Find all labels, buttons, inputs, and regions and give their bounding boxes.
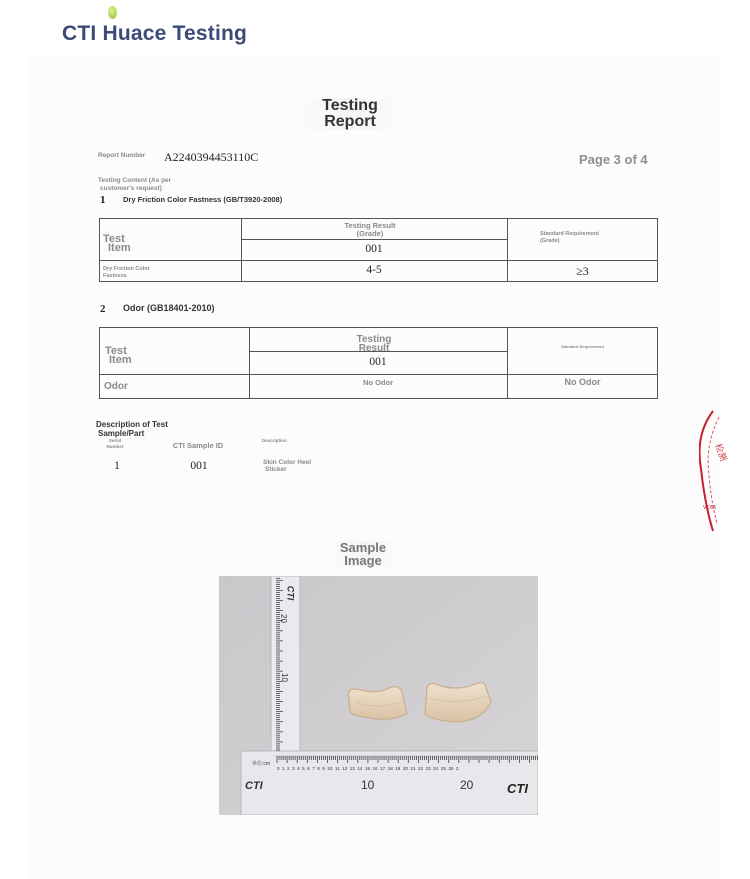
description-title-line2: Sample/Part [98, 429, 145, 438]
section1-result-header [310, 222, 430, 238]
logo-icon [108, 6, 117, 19]
section1-test-item-line2: Item [108, 242, 131, 254]
description-value-line1: Skin Color Heel [263, 459, 312, 466]
section1-standard-header-line2: (Grade) [540, 238, 560, 244]
ruler-small-numbers: 0 1 2 3 4 5 6 7 8 9 10 11 12 13 14 15 16 17 18 19 20 21 22 23 24 25 26 2 [277, 766, 459, 771]
table-divider [99, 260, 658, 261]
cti-sample-id-header: CTI Sample ID [172, 441, 224, 450]
serial-number-header-line2: Number [106, 444, 124, 449]
page-number: Page 3 of 4 [579, 152, 648, 167]
table-divider [507, 327, 508, 399]
section2-sample-id: 001 [369, 356, 387, 368]
brand-name: CTI Huace Testing [62, 22, 248, 45]
section2-title: Odor (GB18401-2010) [123, 303, 215, 313]
section1-row-item-line2: Fastness [103, 273, 127, 279]
section1-number: 1 [100, 194, 106, 206]
section2-row-item: Odor [104, 381, 128, 392]
section1-sample-id: 001 [365, 243, 383, 255]
table-divider [99, 374, 658, 375]
table-divider [241, 239, 508, 240]
ruler-vertical-label-10: 10 [279, 673, 289, 682]
description-header: Description [262, 438, 287, 443]
section2-number: 2 [100, 303, 106, 315]
report-title-line1: Testing [322, 97, 378, 114]
serial-number-header-line1: Serial [108, 438, 122, 443]
testing-content-label-line1: Testing Content (As per [98, 177, 172, 184]
sample-image-title-line2: Image [344, 553, 382, 568]
ruler-brand-horizontal-left: CTI [245, 780, 263, 792]
serial-number-value: 1 [114, 460, 120, 472]
testing-content-label [98, 177, 208, 193]
description-value [263, 459, 311, 473]
section2-result-header-line1: Testing [356, 334, 392, 345]
sample-photo [219, 576, 538, 815]
section2-row-standard: No Odor [564, 377, 601, 387]
company-seal-stamp [699, 405, 750, 535]
section1-row-result: 4-5 [366, 264, 382, 276]
section1-test-item-line1: Test [103, 233, 125, 245]
serial-number-header [98, 438, 132, 450]
section1-row-item-line1: Dry Friction Color [103, 266, 150, 272]
sample-photo-illustration [219, 576, 538, 815]
section1-row-item [103, 266, 150, 280]
description-title [96, 420, 168, 438]
section2-result-header [334, 335, 414, 353]
ruler-brand-vertical: CTI [285, 585, 296, 601]
section2-result-header-line2: Result [358, 343, 390, 354]
section1-standard-header [540, 231, 630, 245]
description-value-line2: Sticker [265, 466, 287, 473]
section2-test-item-line1: Test [105, 345, 127, 357]
report-number: A2240394453110C [164, 150, 259, 164]
ruler-major-10: 10 [361, 778, 375, 792]
ruler-brand-horizontal-right: CTI [507, 781, 528, 796]
section2-test-item-header [105, 347, 132, 365]
cti-sample-id-value: 001 [190, 460, 208, 472]
section1-row-standard: ≥3 [576, 264, 589, 278]
section2-test-item-line2: Item [109, 354, 132, 366]
sample-image-title-line1: Sample [339, 540, 387, 555]
section1-result-header-line1: Testing Result [344, 221, 396, 230]
ruler-major-20: 20 [460, 778, 474, 792]
section1-standard-header-line1: Standard Requirement [540, 231, 599, 237]
report-title-line2: Report [324, 113, 376, 130]
section1-test-item-header [103, 235, 131, 253]
ruler-vertical-label-20: 20 [278, 614, 288, 623]
report-number-label: Report Number [98, 152, 146, 159]
section1-result-header-line2: (Grade) [356, 229, 384, 238]
description-title-line1: Description of Test [96, 420, 168, 429]
svg-text:检测: 检测 [712, 442, 728, 463]
section1-title: Dry Friction Color Fastness (GB/T3920-2008) [123, 195, 283, 204]
ruler-unit-label: 单位:cm [252, 761, 271, 767]
report-title [290, 98, 410, 130]
sample-image-title [325, 541, 401, 567]
section2-standard-header: Standard Requirement [561, 344, 604, 349]
testing-content-label-line2: customer's request) [100, 185, 162, 192]
section2-row-result: No Odor [363, 378, 393, 387]
svg-text:VC65: VC65 [703, 505, 717, 511]
